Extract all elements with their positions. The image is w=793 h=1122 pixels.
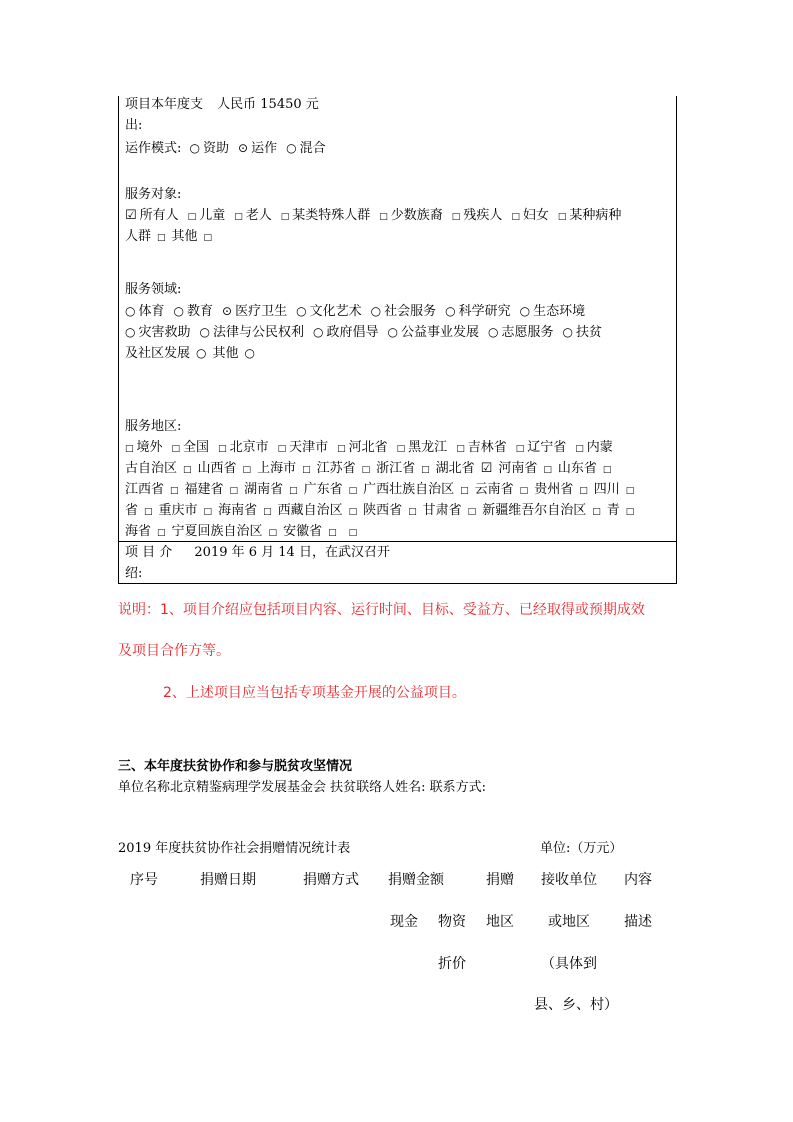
radio-option[interactable] — [238, 140, 283, 157]
checkbox-option[interactable] — [436, 461, 496, 477]
checkbox-option[interactable] — [234, 208, 278, 225]
service-regions-line4 — [125, 503, 640, 520]
option-label: 公益事业发展 — [400, 325, 479, 340]
checkbox-unchecked-icon[interactable]: □ — [602, 465, 612, 475]
checkbox-unchecked-icon[interactable]: □ — [203, 507, 213, 517]
checkbox-unchecked-icon[interactable]: □ — [187, 212, 197, 222]
service-fields-line2 — [125, 324, 611, 341]
header-cash: 现金 — [390, 914, 418, 930]
radio-option[interactable] — [445, 303, 517, 320]
checkbox-unchecked-icon[interactable]: □ — [268, 528, 278, 538]
option-label: 福建省 — [184, 482, 224, 497]
checkbox-unchecked-icon[interactable]: □ — [460, 486, 469, 496]
radio-option[interactable] — [388, 324, 486, 341]
checkbox-unchecked-icon[interactable]: □ — [229, 486, 239, 496]
checkbox-option[interactable] — [482, 503, 604, 520]
checkbox-unchecked-icon[interactable]: □ — [451, 212, 461, 222]
option-label: 所有人 — [139, 208, 179, 223]
radio-unselected-icon[interactable]: ○ — [387, 325, 398, 339]
service-regions-line2 — [125, 461, 617, 478]
checkbox-option[interactable] — [244, 482, 301, 499]
checkbox-option[interactable] — [283, 524, 340, 541]
checkbox-option[interactable] — [278, 440, 335, 457]
checkbox-option[interactable] — [376, 461, 433, 478]
option-label: 西藏自治区 — [277, 503, 343, 518]
radio-selected-icon[interactable]: ⊙ — [222, 304, 233, 318]
table-title: 2019 年度扶贫协作社会捐赠情况统计表 — [118, 841, 351, 856]
option-label: 上海市 — [257, 461, 297, 476]
radio-selected-icon[interactable]: ⊙ — [238, 141, 249, 155]
service-regions-label: 服务地区: — [125, 419, 182, 434]
service-fields-label: 服务领域: — [125, 282, 182, 297]
radio-unselected-icon[interactable]: ○ — [313, 325, 324, 339]
checkbox-checked-icon[interactable]: ☑ — [480, 461, 493, 476]
option-label: 湖北省 — [435, 461, 475, 476]
option-label: 体育 — [138, 304, 165, 319]
radio-unselected-icon[interactable]: ○ — [173, 304, 184, 318]
checkbox-unchecked-icon[interactable]: □ — [171, 444, 181, 454]
radio-option[interactable] — [125, 324, 197, 341]
option-label: 重庆市 — [158, 503, 198, 518]
option-label: 黑龙江 — [408, 440, 448, 455]
note-line-3: 2、上述项目应当包括专项基金开展的公益项目。 — [163, 685, 466, 701]
checkbox-option[interactable] — [516, 440, 573, 457]
unit-info-line: 单位名称北京精鉴病理学发展基金会 扶贫联络人姓名: 联系方式: — [118, 780, 487, 795]
option-label: 教育 — [186, 304, 213, 319]
option-label: 江西省 — [125, 482, 165, 497]
option-label: 混合 — [299, 141, 326, 156]
radio-option[interactable] — [190, 140, 236, 157]
radio-option[interactable] — [563, 324, 609, 341]
checkbox-option[interactable] — [172, 524, 281, 541]
operation-mode-row — [125, 140, 335, 157]
header-receiver-3: （具体到 — [541, 956, 597, 972]
checkbox-option[interactable] — [498, 461, 555, 478]
checkbox-unchecked-icon[interactable]: □ — [183, 465, 192, 475]
option-label: 贵州省 — [534, 482, 574, 497]
checkbox-unchecked-icon[interactable]: □ — [625, 507, 635, 517]
checkbox-option[interactable] — [172, 229, 216, 246]
checkbox-option[interactable] — [172, 440, 216, 457]
option-label: 海南省 — [218, 503, 258, 518]
option-label: 宁夏回族自治区 — [171, 524, 263, 539]
section-title: 三、本年度扶贫协作和参与脱贫攻坚情况 — [118, 759, 353, 774]
checkbox-unchecked-icon[interactable]: □ — [379, 212, 388, 222]
checkbox-unchecked-icon[interactable]: □ — [515, 444, 525, 454]
option-label: 新疆维吾尔自治区 — [482, 503, 587, 518]
radio-unselected-icon[interactable]: ○ — [519, 304, 531, 318]
checkbox-option[interactable] — [558, 461, 615, 478]
checkbox-unchecked-icon[interactable]: □ — [467, 507, 477, 517]
radio-option[interactable] — [213, 345, 259, 362]
option-label: 北京市 — [229, 440, 269, 455]
option-label: 省 — [125, 503, 139, 518]
checkbox-unchecked-icon[interactable]: □ — [557, 212, 567, 222]
checkbox-unchecked-icon[interactable]: □ — [408, 507, 417, 517]
option-label: 生态环境 — [533, 304, 586, 319]
radio-unselected-icon[interactable]: ○ — [244, 346, 255, 360]
checkbox-unchecked-icon[interactable]: □ — [125, 444, 134, 454]
checkbox-unchecked-icon[interactable]: □ — [543, 465, 552, 475]
option-label: 江苏省 — [316, 461, 356, 476]
option-label: 志愿服务 — [501, 325, 554, 340]
radio-unselected-icon[interactable]: ○ — [370, 304, 382, 318]
operation-mode-options — [190, 141, 335, 156]
option-label: 人群 — [125, 229, 152, 244]
checkbox-option[interactable] — [125, 461, 195, 478]
checkbox-unchecked-icon[interactable]: □ — [348, 486, 358, 496]
checkbox-unchecked-icon[interactable]: □ — [456, 444, 465, 454]
checkbox-unchecked-icon[interactable]: □ — [625, 486, 635, 496]
option-label: 安徽省 — [283, 524, 323, 539]
option-label: 青 — [606, 503, 620, 518]
radio-option[interactable] — [125, 345, 210, 362]
note-line-1: 说明：1、项目介绍应包括项目内容、运行时间、目标、受益方、已经取得或预期成效 — [118, 602, 645, 618]
radio-option[interactable] — [286, 140, 332, 157]
checkbox-unchecked-icon[interactable]: □ — [348, 507, 358, 517]
checkbox-option[interactable] — [534, 482, 591, 499]
service-fields-line1 — [125, 303, 594, 320]
project-intro-label: 项 目 介 — [125, 545, 173, 560]
checkbox-option[interactable] — [456, 440, 513, 457]
checkbox-unchecked-icon[interactable]: □ — [348, 528, 358, 538]
option-label: 其他 — [212, 346, 239, 361]
header-date: 捐赠日期 — [200, 872, 256, 888]
radio-option[interactable] — [520, 303, 592, 320]
option-label: 医疗卫生 — [235, 304, 288, 319]
radio-option[interactable] — [313, 324, 385, 341]
service-regions-line3 — [125, 482, 640, 499]
header-receiver-2: 或地区 — [548, 914, 590, 930]
checkbox-option[interactable] — [198, 461, 255, 478]
option-label: 河北省 — [348, 440, 388, 455]
option-label: 科学研究 — [458, 304, 511, 319]
checkbox-unchecked-icon[interactable]: □ — [280, 212, 290, 222]
radio-option[interactable] — [174, 303, 220, 320]
note-line-2: 及项目合作方等。 — [118, 643, 230, 659]
checkbox-option[interactable] — [317, 461, 374, 478]
checkbox-unchecked-icon[interactable]: □ — [579, 486, 588, 496]
radio-unselected-icon[interactable]: ○ — [199, 325, 210, 339]
option-label: 云南省 — [474, 482, 514, 497]
checkbox-unchecked-icon[interactable]: □ — [575, 444, 584, 454]
service-fields-line3 — [125, 345, 261, 362]
checkbox-option[interactable] — [218, 503, 275, 520]
project-intro-value: 2019 年 6 月 14 日，在武汉召开 — [194, 545, 390, 560]
form-divider — [118, 541, 677, 542]
checkbox-option[interactable] — [125, 524, 169, 541]
checkbox-option[interactable] — [159, 503, 216, 520]
option-label: 老人 — [245, 208, 272, 223]
checkbox-unchecked-icon[interactable]: □ — [511, 212, 520, 222]
checkbox-unchecked-icon[interactable]: □ — [242, 465, 252, 475]
option-label: 妇女 — [522, 208, 549, 223]
checkbox-option[interactable] — [125, 503, 156, 520]
radio-unselected-icon[interactable]: ○ — [488, 325, 499, 339]
checkbox-unchecked-icon[interactable]: □ — [519, 486, 529, 496]
radio-unselected-icon[interactable]: ○ — [286, 141, 297, 155]
option-label: 广西壮族自治区 — [363, 482, 455, 497]
header-content-2: 描述 — [624, 914, 652, 930]
checkbox-option[interactable] — [452, 208, 509, 225]
option-label: 浙江省 — [376, 461, 416, 476]
checkbox-unchecked-icon[interactable]: □ — [144, 507, 153, 517]
option-label: 四川 — [593, 482, 620, 497]
checkbox-option[interactable] — [278, 503, 361, 520]
service-targets-label: 服务对象: — [125, 187, 182, 202]
checkbox-option[interactable] — [281, 208, 377, 225]
checkbox-option[interactable] — [304, 482, 361, 499]
checkbox-option[interactable] — [125, 482, 182, 499]
unit-label: 单位:（万元） — [540, 841, 623, 856]
checkbox-unchecked-icon[interactable]: □ — [396, 444, 406, 454]
project-intro-row — [125, 545, 390, 561]
checkbox-option[interactable] — [257, 461, 314, 478]
radio-option[interactable] — [222, 303, 293, 320]
project-expense-value: 人民币 15450 元 — [217, 97, 319, 112]
radio-unselected-icon[interactable]: ○ — [562, 325, 573, 339]
checkbox-unchecked-icon[interactable]: □ — [157, 233, 166, 243]
option-label: 内蒙 — [586, 440, 613, 455]
radio-unselected-icon[interactable]: ○ — [196, 346, 207, 360]
checkbox-unchecked-icon[interactable]: □ — [592, 507, 601, 517]
checkbox-unchecked-icon[interactable]: □ — [203, 233, 213, 243]
radio-option[interactable] — [200, 324, 311, 341]
checkbox-option[interactable] — [363, 482, 472, 499]
header-method: 捐赠方式 — [303, 872, 359, 888]
header-content-1: 内容 — [624, 872, 652, 888]
checkbox-option[interactable] — [423, 503, 480, 520]
option-label: 陕西省 — [363, 503, 403, 518]
option-label: 辽宁省 — [527, 440, 567, 455]
checkbox-option[interactable] — [343, 524, 361, 541]
option-label: 古自治区 — [125, 461, 178, 476]
checkbox-option[interactable] — [337, 440, 394, 457]
checkbox-option[interactable] — [558, 208, 628, 225]
service-targets-line1 — [125, 208, 630, 225]
checkbox-unchecked-icon[interactable]: □ — [263, 507, 272, 517]
option-label: 扶贫 — [575, 325, 602, 340]
checkbox-unchecked-icon[interactable]: □ — [361, 465, 371, 475]
option-label: 社会服务 — [384, 304, 437, 319]
option-label: 政府倡导 — [326, 325, 379, 340]
header-receiver-4: 县、乡、村） — [534, 997, 618, 1013]
project-expense-label: 项目本年度支 — [125, 97, 204, 112]
header-receiver-1: 接收单位 — [541, 872, 597, 888]
option-label: 及社区发展 — [125, 346, 191, 361]
header-seq: 序号 — [130, 872, 158, 888]
project-expense-label-cont: 出: — [125, 118, 143, 133]
radio-option[interactable] — [125, 303, 171, 320]
header-region-2: 地区 — [486, 914, 514, 930]
checkbox-unchecked-icon[interactable]: □ — [302, 465, 311, 475]
service-regions-line5 — [125, 524, 363, 541]
option-label: 某类特殊人群 — [292, 208, 371, 223]
option-label: 灾害救助 — [138, 325, 191, 340]
option-label: 山西省 — [197, 461, 237, 476]
checkbox-checked-icon[interactable]: ☑ — [125, 208, 137, 223]
checkbox-option[interactable] — [125, 440, 169, 457]
checkbox-option[interactable] — [594, 482, 638, 499]
checkbox-option[interactable] — [188, 208, 232, 225]
checkbox-option[interactable] — [475, 482, 532, 499]
option-label: 天津市 — [289, 440, 329, 455]
header-region-1: 捐赠 — [486, 872, 514, 888]
checkbox-unchecked-icon[interactable]: □ — [328, 528, 337, 538]
radio-unselected-icon[interactable]: ○ — [125, 304, 136, 318]
service-regions-line1 — [125, 440, 622, 457]
option-label: 文化艺术 — [309, 304, 362, 319]
option-label: 运作 — [251, 141, 278, 156]
project-expense-row — [125, 97, 319, 113]
option-label: 法律与公民权利 — [212, 325, 304, 340]
option-label: 资助 — [203, 141, 230, 156]
radio-unselected-icon[interactable]: ○ — [296, 304, 307, 318]
option-label: 广东省 — [303, 482, 343, 497]
checkbox-unchecked-icon[interactable]: □ — [289, 486, 298, 496]
option-label: 少数族裔 — [390, 208, 443, 223]
option-label: 儿童 — [199, 208, 226, 223]
option-label: 残疾人 — [463, 208, 503, 223]
option-label: 吉林省 — [467, 440, 507, 455]
radio-unselected-icon[interactable]: ○ — [445, 304, 456, 318]
option-label: 某种病种 — [569, 208, 622, 223]
header-goods-2: 折价 — [438, 956, 466, 972]
checkbox-option[interactable] — [185, 482, 242, 499]
header-amount: 捐赠金额 — [388, 872, 444, 888]
option-label: 河南省 — [498, 461, 538, 476]
project-intro-label-cont: 绍: — [125, 566, 143, 581]
radio-unselected-icon[interactable]: ○ — [189, 141, 201, 155]
checkbox-unchecked-icon[interactable]: □ — [234, 212, 243, 222]
option-label: 全国 — [183, 440, 210, 455]
operation-mode-label: 运作模式: — [125, 141, 182, 156]
option-label: 境外 — [136, 440, 163, 455]
checkbox-option[interactable] — [363, 503, 420, 520]
checkbox-option[interactable] — [575, 440, 619, 457]
option-label: 山东省 — [557, 461, 597, 476]
checkbox-option[interactable] — [218, 440, 275, 457]
radio-unselected-icon[interactable]: ○ — [125, 325, 136, 339]
radio-option[interactable] — [488, 324, 560, 341]
checkbox-unchecked-icon[interactable]: □ — [337, 444, 346, 454]
checkbox-unchecked-icon[interactable]: □ — [170, 486, 179, 496]
option-label: 海省 — [125, 524, 152, 539]
checkbox-option[interactable] — [607, 503, 638, 520]
option-label: 湖南省 — [244, 482, 284, 497]
checkbox-unchecked-icon[interactable]: □ — [157, 528, 166, 538]
option-label: 其他 — [171, 229, 198, 244]
service-targets-line2 — [125, 229, 218, 246]
radio-option[interactable] — [296, 303, 368, 320]
checkbox-option[interactable] — [125, 208, 185, 224]
checkbox-unchecked-icon[interactable]: □ — [421, 465, 430, 475]
checkbox-option[interactable] — [397, 440, 454, 457]
checkbox-option[interactable] — [125, 229, 169, 246]
header-goods: 物资 — [438, 914, 466, 930]
checkbox-option[interactable] — [511, 208, 555, 225]
radio-option[interactable] — [371, 303, 443, 320]
checkbox-unchecked-icon[interactable]: □ — [277, 444, 287, 454]
checkbox-option[interactable] — [379, 208, 449, 225]
option-label: 甘肃省 — [422, 503, 462, 518]
checkbox-unchecked-icon[interactable]: □ — [218, 444, 227, 454]
